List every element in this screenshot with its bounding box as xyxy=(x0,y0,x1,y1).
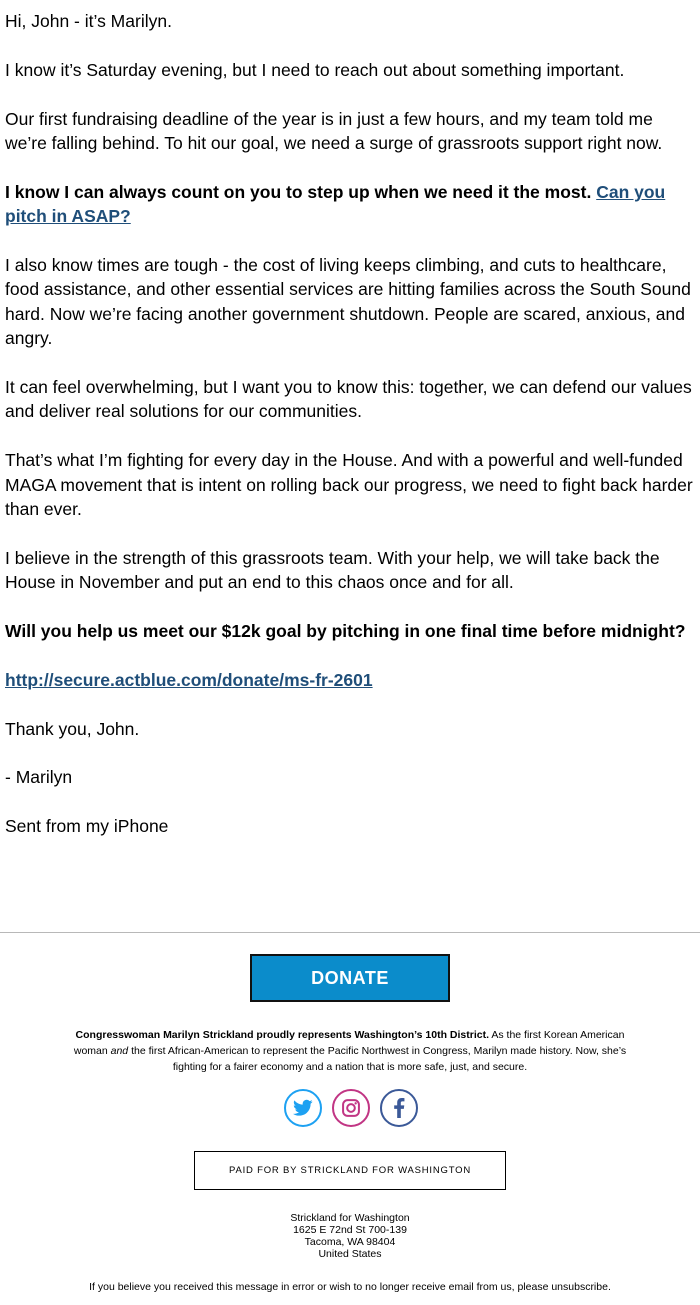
unsubscribe-notice[interactable]: If you believe you received this message in error or wish to no longer receive email from us, please unsubscribe. xyxy=(89,1281,611,1293)
paragraph-3 xyxy=(5,180,695,229)
bio-italic: and xyxy=(110,1045,129,1057)
instagram-camera-glyph xyxy=(341,1098,361,1118)
footer-divider xyxy=(0,932,700,933)
mailing-address xyxy=(200,1212,500,1260)
bio-text xyxy=(70,1027,630,1075)
address-street: 1625 E 72nd St 700-139 xyxy=(293,1224,407,1236)
greeting: Hi, John - it’s Marilyn. xyxy=(5,11,172,31)
twitter-icon[interactable] xyxy=(284,1089,322,1127)
twitter-bird-glyph xyxy=(293,1099,313,1117)
paragraph-5: It can feel overwhelming, but I want you to know this: together, we can defend our values and deliver real solutions for our communities. xyxy=(5,377,692,422)
facebook-f-glyph xyxy=(393,1098,405,1118)
social-links xyxy=(284,1089,424,1131)
bio-part-2: the first African-American to represent the Pacific Northwest in Congress, Marilyn made history. Now, she’s fighting for a fairer economy and a nation that is more safe, just, and secure. xyxy=(128,1045,627,1073)
paragraph-7: I believe in the strength of this grassroots team. With your help, we will take back the House in November and put an end to this chaos once and for all. xyxy=(5,547,660,593)
bio-bold: Congresswoman Marilyn Strickland proudly represents Washington’s 10th District. xyxy=(75,1029,490,1041)
email-body xyxy=(5,9,695,839)
facebook-icon[interactable] xyxy=(380,1089,418,1127)
signoff: - Marilyn xyxy=(5,767,73,788)
paragraph-3-bold: I know I can always count on you to step up when we need it the most. xyxy=(5,181,592,202)
paragraph-2: Our first fundraising deadline of the year is in just a few hours, and my team told me we’re falling behind. To hit our goal, we need a surge of grassroots support right now. xyxy=(5,108,663,153)
donate-url-link[interactable]: http://secure.actblue.com/donate/ms-fr-2601 xyxy=(5,669,373,690)
donate-button[interactable]: DONATE xyxy=(250,954,450,1002)
paragraph-6: That’s what I’m fighting for every day in the House. And with a powerful and well-funded MAGA movement that is intent on rolling back our progress, we need to fight back harder than ever. xyxy=(5,450,693,520)
sent-from: Sent from my iPhone xyxy=(5,816,169,837)
paragraph-1: I know it’s Saturday evening, but I need to reach out about something important. xyxy=(5,59,625,80)
donate-url-paragraph xyxy=(5,668,695,692)
paragraph-4: I also know times are tough - the cost of living keeps climbing, and cuts to healthcare, food assistance, and other essential services are hitting families across the South Sound hard. Now we’re facing another government shutdown. People are scared, anxious, and angry. xyxy=(5,255,691,349)
address-country: United States xyxy=(318,1248,382,1260)
instagram-icon[interactable] xyxy=(332,1089,370,1127)
paragraph-8: Will you help us meet our $12k goal by pitching in one final time before midnight? xyxy=(5,621,686,642)
address-city: Tacoma, WA 98404 xyxy=(304,1236,396,1248)
pitch-in-link[interactable]: Can you pitch in ASAP? xyxy=(5,181,666,227)
paid-for-disclaimer: PAID FOR BY STRICKLAND FOR WASHINGTON xyxy=(194,1151,506,1190)
bio-part-1: As the first Korean American woman xyxy=(73,1029,625,1057)
thanks: Thank you, John. xyxy=(5,718,140,739)
address-org: Strickland for Washington xyxy=(290,1212,410,1224)
